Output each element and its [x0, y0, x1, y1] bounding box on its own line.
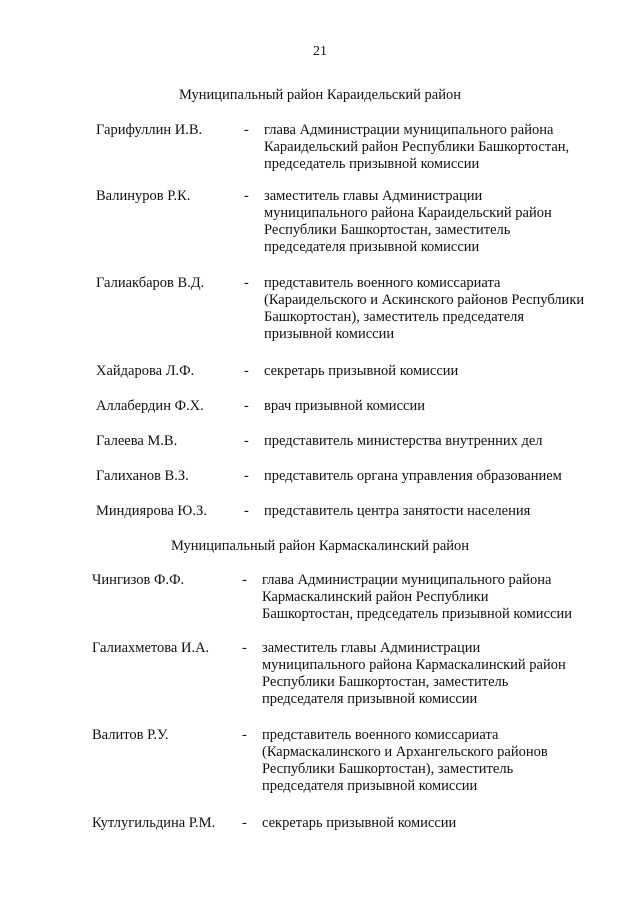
member-name: Галиханов В.З. — [96, 468, 189, 484]
member-name: Галиакбаров В.Д. — [96, 275, 205, 291]
member-name: Хайдарова Л.Ф. — [96, 363, 195, 379]
member-role — [264, 468, 562, 485]
role-line: председателя призывной комиссии — [262, 691, 478, 707]
member-role — [262, 572, 572, 623]
role-line: муниципального района Кармаскалинский район — [262, 657, 566, 673]
member-role — [262, 727, 548, 795]
dash-separator: - — [244, 433, 249, 449]
dash-separator: - — [244, 122, 249, 138]
member-role — [264, 363, 458, 380]
page-number: 21 — [313, 44, 327, 59]
dash-separator: - — [244, 398, 249, 414]
member-role — [264, 398, 425, 415]
member-role — [262, 640, 566, 708]
dash-separator: - — [244, 275, 249, 291]
role-line: Республики Башкортостан), заместитель — [262, 761, 514, 777]
role-line: секретарь призывной комиссии — [262, 815, 457, 831]
role-line: (Кармаскалинского и Архангельского районов — [262, 744, 548, 760]
role-line: Республики Башкортостан, заместитель — [262, 674, 509, 690]
member-name: Галиахметова И.А. — [92, 640, 210, 656]
role-line: заместитель главы Администрации — [264, 188, 483, 204]
role-line: представитель министерства внутренних дел — [264, 433, 543, 449]
member-name: Чингизов Ф.Ф. — [92, 572, 185, 588]
section-title: Муниципальный район Караидельский район — [178, 87, 462, 103]
role-line: муниципального района Караидельский район — [264, 205, 552, 221]
role-line: председатель призывной комиссии — [264, 156, 480, 172]
dash-separator: - — [242, 572, 247, 588]
member-role — [262, 815, 456, 832]
role-line: глава Администрации муниципального района — [262, 572, 552, 588]
role-line: председателя призывной комиссии — [262, 778, 478, 794]
role-line: Башкортостан), заместитель председателя — [264, 309, 525, 325]
section-title: Муниципальный район Кармаскалинский район — [170, 538, 470, 554]
role-line: врач призывной комиссии — [264, 398, 425, 414]
dash-separator: - — [244, 468, 249, 484]
dash-separator: - — [242, 640, 247, 656]
role-line: заместитель главы Администрации — [262, 640, 481, 656]
role-line: представитель военного комиссариата — [264, 275, 501, 291]
member-name: Галеева М.В. — [96, 433, 178, 449]
member-role — [264, 503, 530, 520]
member-name: Аллабердин Ф.Х. — [96, 398, 204, 414]
member-name: Кутлугильдина Р.М. — [92, 815, 216, 831]
role-line: Караидельский район Республики Башкортостан, — [264, 139, 570, 155]
role-line: секретарь призывной комиссии — [264, 363, 459, 379]
member-role — [264, 433, 543, 450]
role-line: Кармаскалинский район Республики — [262, 589, 489, 605]
dash-separator: - — [244, 503, 249, 519]
role-line: глава Администрации муниципального района — [264, 122, 554, 138]
member-role — [264, 188, 552, 256]
member-name: Валинуров Р.К. — [96, 188, 191, 204]
dash-separator: - — [242, 727, 247, 743]
role-line: призывной комиссии — [264, 326, 395, 342]
member-role — [264, 122, 569, 173]
member-name: Гарифуллин И.В. — [96, 122, 203, 138]
dash-separator: - — [242, 815, 247, 831]
role-line: Башкортостан, председатель призывной комиссии — [262, 606, 572, 622]
role-line: (Караидельского и Аскинского районов Республики — [264, 292, 585, 308]
role-line: Республики Башкортостан, заместитель — [264, 222, 511, 238]
dash-separator: - — [244, 188, 249, 204]
member-role — [264, 275, 584, 343]
role-line: представитель военного комиссариата — [262, 727, 499, 743]
role-line: представитель органа управления образованием — [264, 468, 562, 484]
member-name: Валитов Р.У. — [92, 727, 169, 743]
role-line: представитель центра занятости населения — [264, 503, 531, 519]
dash-separator: - — [244, 363, 249, 379]
member-name: Миндиярова Ю.З. — [96, 503, 207, 519]
role-line: председателя призывной комиссии — [264, 239, 480, 255]
